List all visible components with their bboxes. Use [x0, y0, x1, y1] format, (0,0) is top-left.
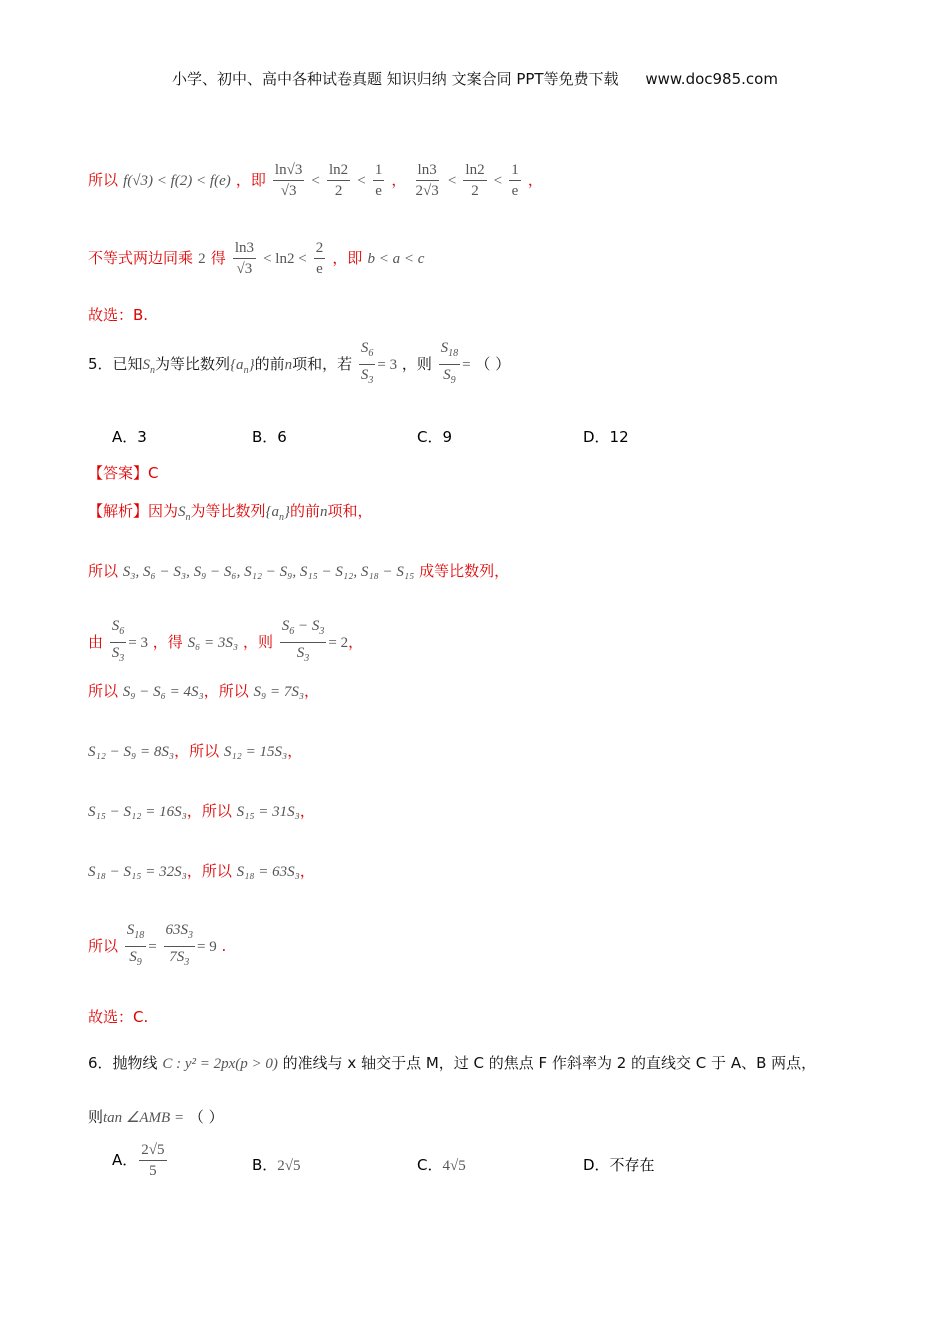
q6-line2: 则tan ∠AMB = （ ）	[88, 1108, 224, 1126]
q5-final: 故选：C.	[88, 1008, 149, 1026]
q5-step-6: S₁₈ − S₁₅ = 32S₃，所以 S₁₈ = 63S₃，	[88, 862, 315, 880]
q5-option-d[interactable]: D．12	[583, 428, 629, 446]
q5-option-b[interactable]: B．6	[252, 428, 287, 446]
prev-line-1: 所以 f(√3) < f(2) < f(e) ，即 $\frac{\ln√3}{√3}$ < $\frac{\ln 2}{2}$ < $\frac{1}{e}$ ， $\frac{\ln 3}{2√3}$ < $\frac{\ln 2}{2}$ < $\frac{1}{e}$ ，	[88, 162, 543, 199]
q5-stem: 5．已知$S_n$为等比数列$\{a_n\}$的前n项和，若 $\frac{S_6}{S_3}$ = 3 ，则 $\frac{S_{18}}{S_9}$ = （ ）	[88, 340, 511, 386]
q5-blank[interactable]: （ ）	[475, 355, 511, 373]
q6-blank[interactable]: （ ）	[188, 1108, 224, 1126]
q5-step-2: 由 $\frac{S_6}{S_3}$ = 3 ，得 S₆ = 3S₃ ，则 $\frac{S_6 - S_3}{S_3}$ = 2，	[88, 618, 364, 664]
q6-option-a[interactable]: A． $\frac{2√5}{5}$	[112, 1142, 165, 1179]
q5-analysis: 【解析】因为$S_n$为等比数列$\{a_n\}$的前n项和，	[88, 502, 373, 523]
frac-ln-sqrt3: $\frac{\ln√3}{√3}$	[274, 162, 303, 199]
q6-option-b[interactable]: B．2√5	[252, 1156, 301, 1174]
prev-line-2: 不等式两边同乘 2 得 $\frac{\ln 3}{√3}$ < ln2 < $\frac{2}{e}$ ，即 b < a < c	[88, 240, 425, 277]
header-text: 小学、初中、高中各种试卷真题 知识归纳 文案合同 PPT等免费下载	[172, 70, 619, 88]
q5-answer: 【答案】C	[88, 464, 159, 482]
q5-step-1: 所以 S₃, S₆ − S₃, S₉ − S₆, S₁₂ − S₉, S₁₅ − S₁₂, S₁₈ − S₁₅ 成等比数列，	[88, 562, 510, 580]
q5-step-5: S₁₅ − S₁₂ = 16S₃，所以 S₁₅ = 31S₃，	[88, 802, 315, 820]
q5-option-c[interactable]: C．9	[417, 428, 453, 446]
q5-option-a[interactable]: A．3	[112, 428, 147, 446]
q5-step-4: S₁₂ − S₉ = 8S₃，所以 S₁₂ = 15S₃，	[88, 742, 303, 760]
q6-stem: 6．抛物线 C : y² = 2px(p > 0) 的准线与 x 轴交于点 M，过 C 的焦点 F 作斜率为 2 的直线交 C 于 A、B 两点，	[88, 1054, 817, 1072]
q5-step-7: 所以 $\frac{S_{18}}{S_9}$ = $\frac{63S_3}{7S_3}$ = 9 .	[88, 922, 227, 968]
q6-option-c[interactable]: C．4√5	[417, 1156, 466, 1174]
page-header	[0, 68, 950, 89]
ineq-f: f(√3) < f(2) < f(e)	[123, 173, 231, 189]
q5-step-3: 所以 S₉ − S₆ = 4S₃，所以 S₉ = 7S₃，	[88, 682, 320, 700]
prev-answer: 故选：B.	[88, 306, 149, 324]
header-url[interactable]: www.doc985.com	[645, 70, 778, 88]
q6-option-d[interactable]: D．不存在	[583, 1156, 655, 1174]
